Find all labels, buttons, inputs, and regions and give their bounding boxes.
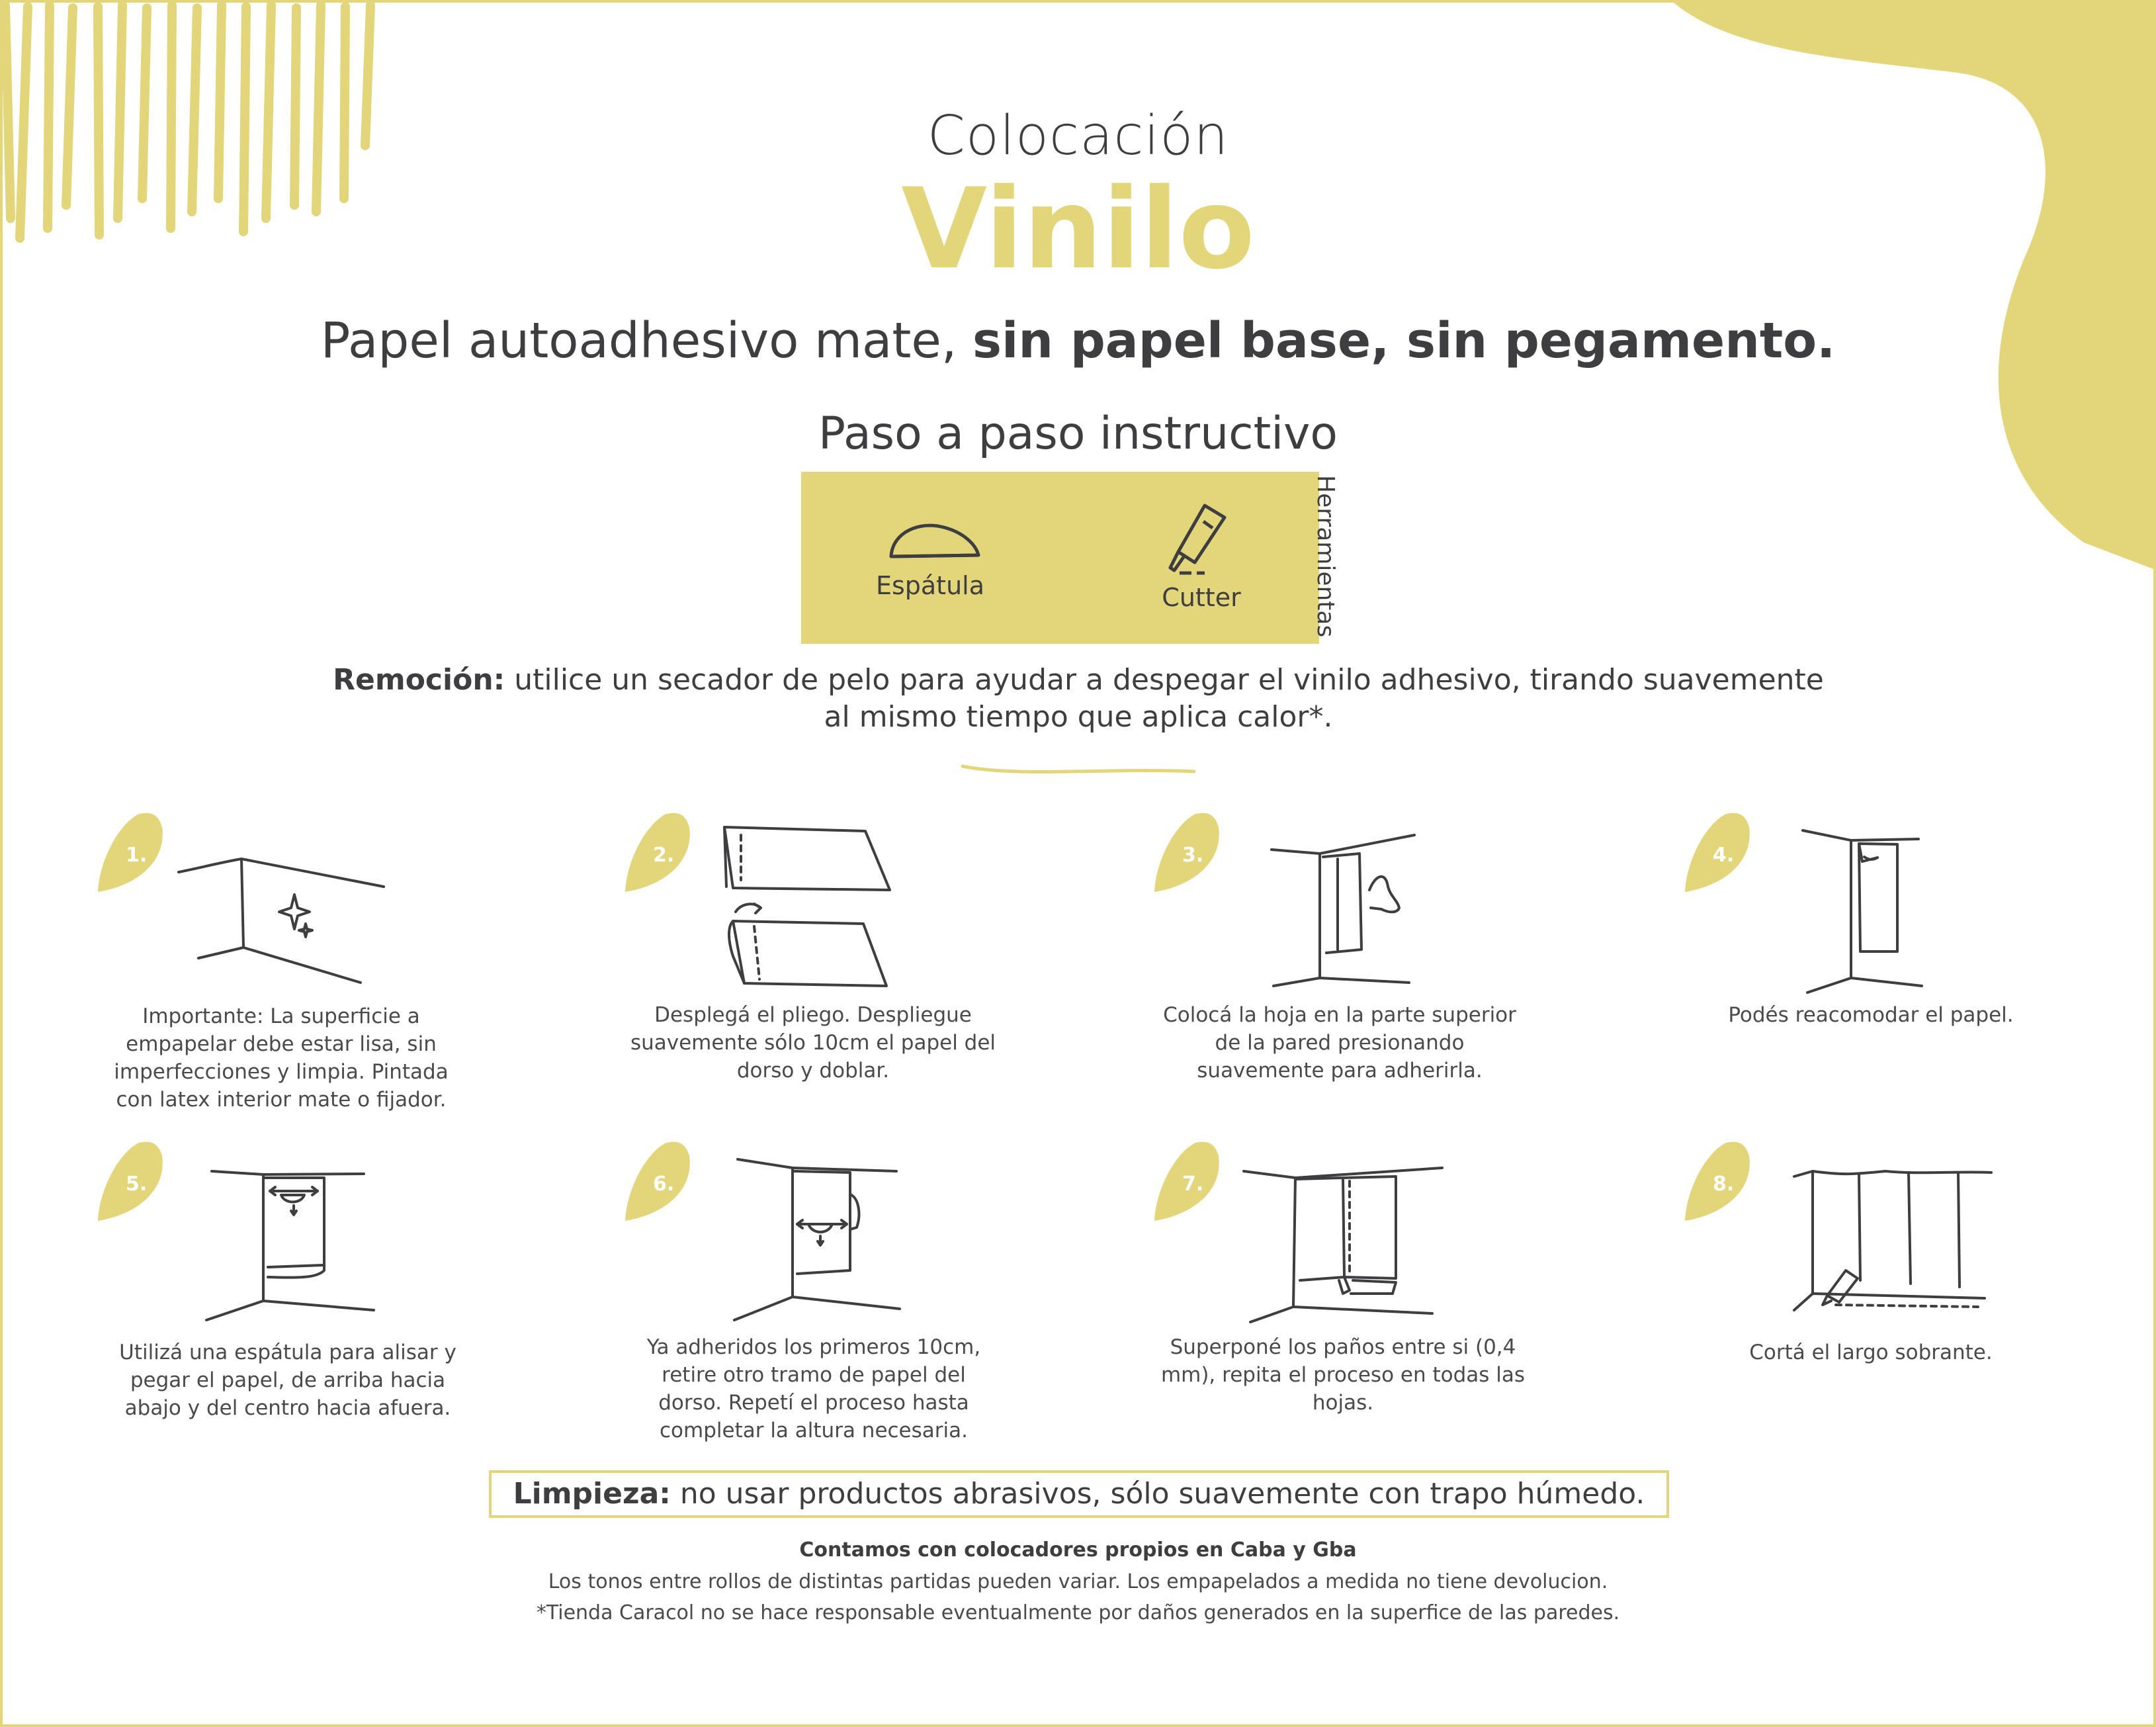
footer-installers: Contamos con colocadores propios en Caba y Gba [799, 1538, 1357, 1562]
page-kicker: Colocación [927, 105, 1229, 167]
footer-tones: Los tonos entre rollos de distintas partidas pueden variar. Los empapelados a medida no tiene devolucion. [548, 1570, 1608, 1593]
step-text-6: Ya adheridos los primeros 10cm, retire otro tramo de papel del dorso. Repetí el proceso hasta completar la altura necesaria. [646, 1335, 981, 1442]
page-title: Vinilo [901, 164, 1255, 294]
step-number-5: 5. [126, 1173, 148, 1196]
cleaning-label: Limpieza: [513, 1477, 671, 1511]
tool-label-cutter: Cutter [1162, 583, 1241, 612]
step-2-illustration [724, 827, 890, 986]
step-3-illustration [1272, 835, 1414, 986]
step-8-illustration [1794, 1171, 1991, 1310]
step-number-4: 4. [1713, 844, 1735, 867]
subtitle-plain: Papel autoadhesivo mate, [320, 312, 972, 369]
footer-disclaimer: *Tienda Caracol no se hace responsable eventualmente por daños generados en la superfice de las paredes. [536, 1601, 1620, 1624]
step-text-3: Colocá la hoja en la parte superior de la pared presionando suavemente para adherirla. [1163, 1003, 1516, 1083]
step-number-6: 6. [653, 1173, 675, 1196]
step-text-4: Podés reacomodar el papel. [1728, 1003, 2014, 1027]
step-number-3: 3. [1182, 844, 1204, 867]
cleaning-note [489, 1470, 1669, 1518]
step-7-illustration [1244, 1168, 1442, 1322]
step-6-illustration [734, 1159, 900, 1320]
step-5-illustration [206, 1171, 374, 1320]
removal-label: Remoción: [333, 663, 505, 697]
step-text-2: Desplegá el pliego. Despliegue suavemente sólo 10cm el papel del dorso y doblar. [630, 1003, 996, 1083]
step-text-1: Importante: La superficie a empapelar debe estar lisa, sin imperfecciones y limpia. Pintada con latex interior mate o fijador. [114, 1004, 449, 1112]
step-1-illustration [179, 859, 384, 983]
step-text-7: Superponé los paños entre si (0,4 mm), repita el proceso en todas las hojas. [1160, 1335, 1526, 1415]
step-number-2: 2. [653, 844, 675, 867]
step-number-7: 7. [1182, 1173, 1204, 1196]
section-title: Paso a paso instructivo [818, 408, 1338, 460]
tools-side-label: Herramientas [1312, 475, 1339, 638]
step-text-8: Cortá el largo sobrante. [1749, 1341, 1993, 1364]
step-text-5: Utilizá una espátula para alisar y pegar el papel, de arriba hacia abajo y del centro hacia afuera. [119, 1341, 456, 1420]
removal-text: utilice un secador de pelo para ayudar a despegar el vinilo adhesivo, tirando suavemente al mismo tiempo que aplica calor*. [505, 663, 1824, 734]
tool-label-spatula: Espátula [875, 571, 985, 600]
step-4-illustration [1803, 830, 1922, 993]
cleaning-text: no usar productos abrasivos, sólo suavemente con trapo húmedo. [670, 1477, 1645, 1511]
step-number-1: 1. [126, 844, 148, 867]
subtitle-bold: sin papel base, sin pegamento. [972, 312, 1836, 369]
step-number-8: 8. [1713, 1173, 1735, 1196]
